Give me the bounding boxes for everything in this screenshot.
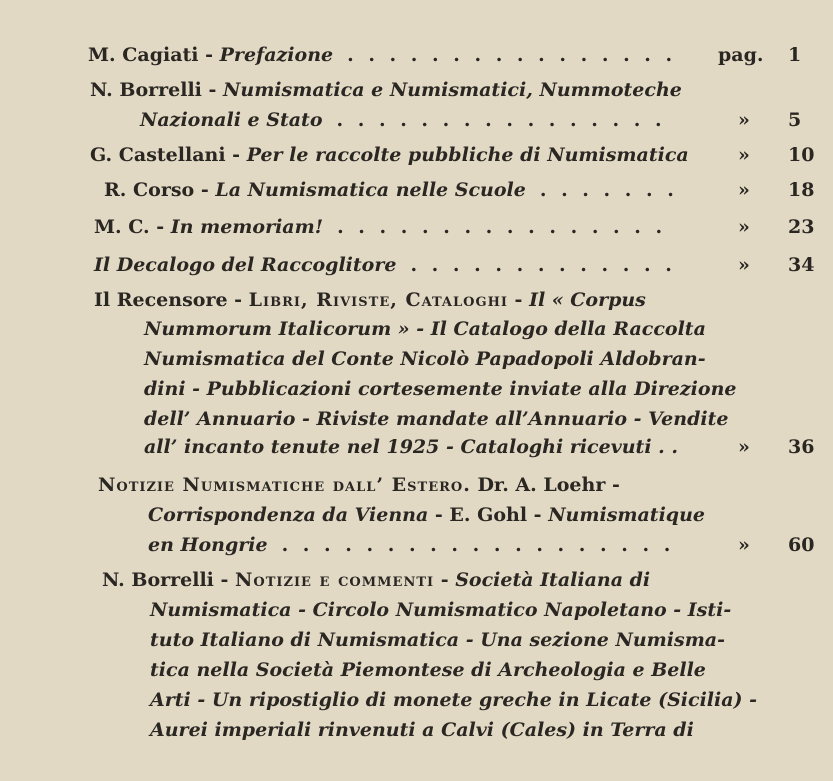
ditto-mark: » (738, 144, 750, 166)
toc-line-text (98, 470, 620, 500)
separator: - (149, 216, 171, 238)
ditto-mark: » (738, 109, 750, 131)
dot-leader: . . . . . . . . . . . . . . . . . . . (281, 534, 671, 556)
toc-line-text (148, 500, 705, 530)
toc-line (0, 314, 833, 344)
author-name: Dr. A. Loehr (470, 474, 606, 496)
dot-leader: . . . . . . . . . . . . . . . . (337, 216, 663, 238)
author-name: M. Cagiati (88, 44, 199, 66)
toc-line (0, 470, 833, 500)
toc-line-text (90, 140, 689, 170)
separator: - (198, 44, 220, 66)
toc-line-text (150, 595, 731, 625)
section-title: Libri, Riviste, Cataloghi (248, 289, 508, 311)
article-title: Prefazione (219, 44, 334, 66)
toc-line-text (144, 432, 678, 462)
toc-line-text (150, 715, 694, 745)
article-title: en Hongrie (148, 534, 268, 556)
toc-line (0, 715, 833, 745)
author-name: R. Corso (104, 179, 195, 201)
toc-line (0, 175, 833, 205)
toc-line-text (144, 404, 728, 434)
toc-line (0, 595, 833, 625)
separator: - (605, 474, 620, 496)
dot-leader: . . . . . . . . . . . . . (410, 254, 672, 276)
article-title: dini - Pubblicazioni cortesemente inviate alla Direzione (144, 378, 737, 400)
separator: - (428, 504, 450, 526)
author-name: Il Recensore (94, 289, 228, 311)
section-title: Notizie e commenti (235, 569, 435, 591)
ditto-mark: » (738, 534, 750, 556)
article-title: dell’ Annuario - Riviste mandate all’Annuario - Vendite (144, 408, 729, 430)
article-title: all’ incanto tenute nel 1925 - Cataloghi ricevuti . . (144, 436, 679, 458)
ditto-mark: » (738, 254, 750, 276)
toc-line (0, 344, 833, 374)
toc-line (0, 565, 833, 595)
page-number: 60 (788, 534, 815, 556)
toc-line (0, 212, 833, 242)
dot-leader: . . . . . . . . . . . . . . . . (347, 44, 673, 66)
toc-line-text (90, 75, 682, 105)
toc-line-text (88, 40, 333, 70)
toc-line-text (104, 175, 526, 205)
article-title: Aurei imperiali rinvenuti a Calvi (Cales) in Terra di (150, 719, 694, 741)
separator: - (225, 144, 247, 166)
toc-line-text (150, 625, 725, 655)
article-title: Il « Corpus (529, 289, 646, 311)
toc-line (0, 655, 833, 685)
toc-line (0, 250, 833, 280)
article-title: In memoriam! (170, 216, 324, 238)
article-title: Numismatica e Numismatici, Nummoteche (223, 79, 682, 101)
toc-line (0, 685, 833, 715)
toc-line-text (94, 212, 323, 242)
author-name: E. Gohl (449, 504, 528, 526)
page-number: 23 (788, 216, 815, 238)
page-number: 18 (788, 179, 815, 201)
toc-line-text (144, 374, 736, 404)
page-number: 36 (788, 436, 815, 458)
author-name: N. Borrelli (102, 569, 214, 591)
toc-line (0, 140, 833, 170)
section-title: Notizie Numismatiche dall’ Estero. (98, 474, 471, 496)
author-name: M. C. (94, 216, 150, 238)
article-title: tuto Italiano di Numismatica - Una sezione Numisma- (150, 629, 725, 651)
toc-line (0, 432, 833, 462)
page-number: 10 (788, 144, 815, 166)
article-title: Arti - Un ripostiglio di monete greche in Licate (Sicilia) - (150, 689, 758, 711)
article-title: Il Decalogo del Raccoglitore (94, 254, 397, 276)
toc-line (0, 105, 833, 135)
ditto-mark: » (738, 216, 750, 238)
toc-line-text (148, 530, 268, 560)
toc-line (0, 374, 833, 404)
article-title: Corrispondenza da Vienna (148, 504, 429, 526)
toc-line-text (94, 250, 396, 280)
article-title: Numismatique (548, 504, 705, 526)
toc-line-text (150, 655, 706, 685)
article-title: Numismatica del Conte Nicolò Papadopoli Aldobran- (144, 348, 706, 370)
separator: - (527, 504, 549, 526)
page-number: 34 (788, 254, 815, 276)
toc-line-text (150, 685, 757, 715)
separator: - (194, 179, 216, 201)
page-prefix: pag. (718, 44, 764, 66)
separator: - (213, 569, 236, 591)
toc-line (0, 625, 833, 655)
article-title: Numismatica - Circolo Numismatico Napoletano - Isti- (150, 599, 732, 621)
article-title: Nazionali e Stato (140, 109, 323, 131)
page-number: 5 (788, 109, 802, 131)
ditto-mark: » (738, 179, 750, 201)
article-title: Società Italiana di (455, 569, 651, 591)
article-title: Per le raccolte pubbliche di Numismatica (246, 144, 689, 166)
dot-leader: . . . . . . . . . . . . . . . . (336, 109, 662, 131)
author-name: N. Borrelli (90, 79, 202, 101)
toc-line-text (140, 105, 323, 135)
separator: - (227, 289, 249, 311)
toc-line (0, 75, 833, 105)
page-number: 1 (788, 44, 802, 66)
toc-line (0, 285, 833, 315)
toc-line (0, 500, 833, 530)
article-title: Nummorum Italicorum » - Il Catalogo della Raccolta (144, 318, 706, 340)
toc-line-text (94, 285, 646, 315)
separator: - (201, 79, 224, 101)
dot-leader: . . . . . . . (539, 179, 674, 201)
ditto-mark: » (738, 436, 750, 458)
separator: - (434, 569, 456, 591)
toc-line (0, 40, 833, 70)
toc-line-text (144, 344, 706, 374)
toc-line-text (144, 314, 706, 344)
toc-line-text (102, 565, 650, 595)
toc-line (0, 530, 833, 560)
separator: - (507, 289, 530, 311)
article-title: tica nella Società Piemontese di Archeologia e Belle (150, 659, 706, 681)
toc-line (0, 404, 833, 434)
author-name: G. Castellani (90, 144, 226, 166)
article-title: La Numismatica nelle Scuole (215, 179, 526, 201)
